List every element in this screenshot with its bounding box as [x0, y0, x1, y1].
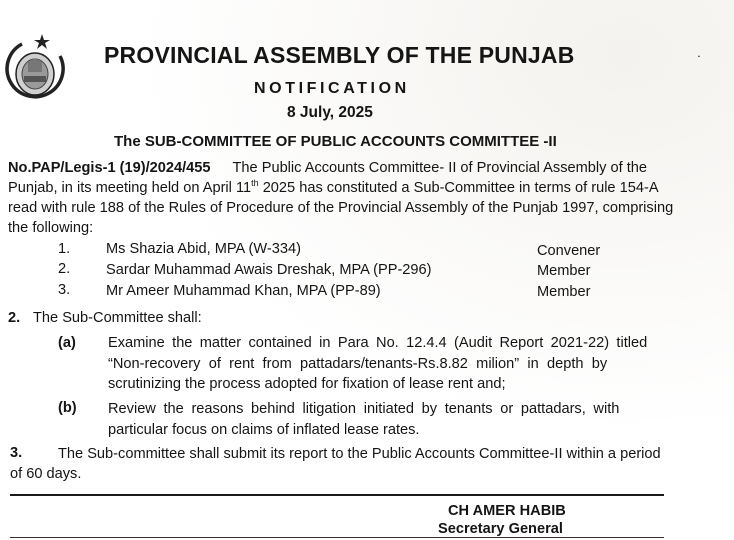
- para-3-line-2: of 60 days.: [10, 466, 82, 482]
- item-a-line-1: Examine the matter contained in Para No. 12.4.4 (Audit Report 2021-22) titled: [108, 335, 648, 351]
- item-a-label: (a): [58, 335, 76, 351]
- signatory-designation: Secretary General: [438, 521, 563, 537]
- para-3-number: 3.: [10, 445, 23, 461]
- bottom-rule: [10, 537, 664, 538]
- item-b-line-2: particular focus on claims of inflated lease rates.: [108, 422, 420, 438]
- item-a-line-2: “Non-recovery of rent from pattadars/tenants-Rs.8.82 milion” in depth by: [108, 356, 608, 372]
- member-name: Mr Ameer Muhammad Khan, MPA (PP-89): [106, 283, 381, 299]
- notification-date: 8 July, 2025: [287, 104, 373, 121]
- member-role: Member: [537, 263, 591, 279]
- assembly-title: PROVINCIAL ASSEMBLY OF THE PUNJAB: [104, 42, 575, 68]
- para-2-number: 2.: [8, 310, 21, 326]
- intro-text-2a: Punjab, in its meeting held on April 11: [8, 180, 252, 196]
- intro-line-1: [8, 160, 708, 176]
- intro-superscript: th: [251, 178, 259, 189]
- signature-divider: [10, 494, 664, 496]
- intro-text-2b: 2025 has constituted a Sub-Committee in terms of rule 154-A: [258, 180, 659, 196]
- para-3-line-1: The Sub-committee shall submit its report to the Public Accounts Committee-II within a period: [58, 446, 661, 462]
- item-a-line-3: scrutinizing the process adopted for fixation of lease rent and;: [108, 376, 506, 392]
- stray-mark: ˙: [697, 54, 703, 71]
- item-b-line-1: Review the reasons behind litigation initiated by tenants or pattadars, with: [108, 401, 620, 417]
- intro-text-1: The Public Accounts Committee- II of Provincial Assembly of the: [232, 160, 647, 176]
- member-num: 2.: [58, 261, 71, 277]
- member-num: 3.: [58, 282, 71, 298]
- intro-line-2: [8, 180, 708, 196]
- intro-line-4: the following:: [8, 220, 94, 236]
- reference-number: No.PAP/Legis-1 (19)/2024/455: [8, 160, 211, 176]
- subject-heading: The SUB-COMMITTEE OF PUBLIC ACCOUNTS COMMITTEE -II: [114, 133, 557, 150]
- item-b-label: (b): [58, 400, 77, 416]
- intro-line-3: read with rule 188 of the Rules of Procedure of the Provincial Assembly of the Punjab 1997, comprising: [8, 200, 674, 216]
- member-name: Ms Shazia Abid, MPA (W-334): [106, 241, 301, 257]
- para-2-intro: The Sub-Committee shall:: [33, 310, 202, 326]
- notification-label: NOTIFICATION: [254, 80, 410, 97]
- member-role: Member: [537, 284, 591, 300]
- signatory-name: CH AMER HABIB: [448, 503, 566, 519]
- member-num: 1.: [58, 241, 71, 257]
- assembly-seal-icon: [2, 32, 68, 104]
- member-name: Sardar Muhammad Awais Dreshak, MPA (PP-296): [106, 262, 432, 278]
- member-role: Convener: [537, 243, 601, 259]
